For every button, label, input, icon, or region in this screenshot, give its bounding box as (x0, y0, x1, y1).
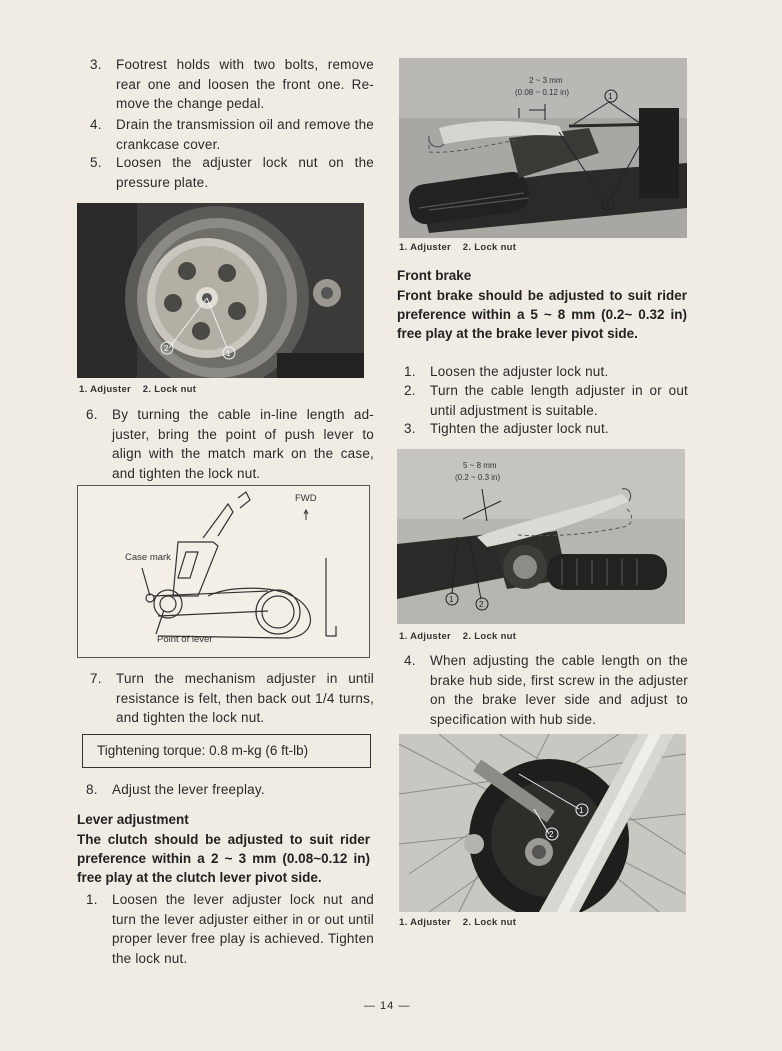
clutch-lever-photo (399, 58, 687, 238)
step-number: 3. (404, 421, 416, 436)
lever-adjustment-text: The clutch should be adjusted to suit rider preference within a 2 ~ 3 mm (0.08~0.12 in) free play at the clutch lever pivot side. (77, 832, 370, 885)
step-6 (86, 405, 374, 485)
step-number: 3. (90, 57, 102, 72)
step-number: 1. (86, 892, 98, 907)
step-number: 4. (90, 117, 102, 132)
front-brake-lever-photo (397, 449, 685, 624)
brake-hub-photo (399, 734, 686, 912)
step-number: 8. (86, 782, 98, 797)
callout-2: 2 (164, 344, 169, 353)
dim-label-inches: (0.08 ~ 0.12 in) (515, 88, 570, 97)
step-text: Loosen the lever adjuster lock nut and turn the lever adjuster either in or out until proper lever free play is achieved. Tighten the lock nut. (112, 892, 374, 966)
case-mark-label: Case mark (125, 552, 171, 563)
step-text: By turning the cable in-line length ad-juster, bring the point of push lever to align with the match mark on the case, and tighten the lock nut. (112, 407, 374, 481)
step-text: Loosen the adjuster lock nut on the pressure plate. (116, 155, 374, 190)
dim-label-inches: (0.2 ~ 0.3 in) (455, 473, 501, 482)
step-text: Drain the transmission oil and remove the crankcase cover. (116, 117, 374, 152)
step-4-hub (404, 651, 688, 727)
dim-label: 2 ~ 3 mm (529, 76, 563, 85)
step-text: Adjust the lever freeplay. (112, 782, 265, 797)
brake-step-3 (404, 419, 688, 439)
brake-step-2 (404, 381, 688, 421)
clutch-pressure-plate-photo (77, 203, 364, 378)
step-number: 7. (90, 671, 102, 686)
step-7 (90, 669, 374, 729)
step-text: When adjusting the cable length on the brake hub side, first screw in the adjuster on the brake lever side and adjust to specification with hub side. (430, 653, 688, 727)
step-8 (86, 780, 374, 800)
photo4-caption: 1. Adjuster 2. Lock nut (399, 917, 517, 928)
step-4 (90, 115, 374, 155)
step-text: Footrest holds with two bolts, remove rear one and loosen the front one. Re-move the change pedal. (116, 57, 374, 111)
lever-step-1 (86, 890, 374, 970)
step-3 (90, 55, 374, 115)
callout-1: 1 (226, 349, 231, 358)
tightening-torque-box: Tightening torque: 0.8 m-kg (6 ft-lb) (82, 734, 371, 768)
step-text: Tighten the adjuster lock nut. (430, 421, 609, 436)
brake-step-1 (404, 362, 688, 382)
photo3-caption: 1. Adjuster 2. Lock nut (399, 631, 517, 642)
front-brake-heading: Front brake (397, 268, 472, 283)
callout-1: 1 (579, 806, 584, 815)
callout-2: 2 (605, 200, 610, 209)
dim-label: 5 ~ 8 mm (463, 461, 497, 470)
lever-adjustment-heading: Lever adjustment (77, 812, 189, 827)
step-text: Turn the mechanism adjuster in until resistance is felt, then back out 1/4 turns, and tighten the lock nut. (116, 671, 374, 725)
callout-2: 2 (549, 830, 554, 839)
step-number: 2. (404, 383, 416, 398)
photo2-caption: 1. Adjuster 2. Lock nut (399, 242, 517, 253)
step-number: 6. (86, 407, 98, 422)
step-5 (90, 153, 374, 193)
page-number: — 14 — (364, 1000, 411, 1012)
callout-1: 1 (449, 595, 454, 604)
step-text: Turn the cable length adjuster in or out until adjustment is suitable. (430, 383, 688, 418)
step-number: 1. (404, 364, 416, 379)
point-of-lever-label: Point of lever (157, 634, 213, 645)
callout-2: 2 (479, 600, 484, 609)
photo1-caption: 1. Adjuster 2. Lock nut (79, 384, 197, 395)
front-brake-text: Front brake should be adjusted to suit rider preference within a 5 ~ 8 mm (0.2~ 0.32 in) free play at the brake lever pivot side. (397, 288, 687, 341)
step-text: Loosen the adjuster lock nut. (430, 364, 609, 379)
step-number: 5. (90, 155, 102, 170)
fwd-label: FWD (295, 493, 317, 504)
step-number: 4. (404, 653, 416, 668)
callout-1: 1 (608, 92, 613, 101)
push-lever-alignment-diagram (77, 485, 370, 658)
